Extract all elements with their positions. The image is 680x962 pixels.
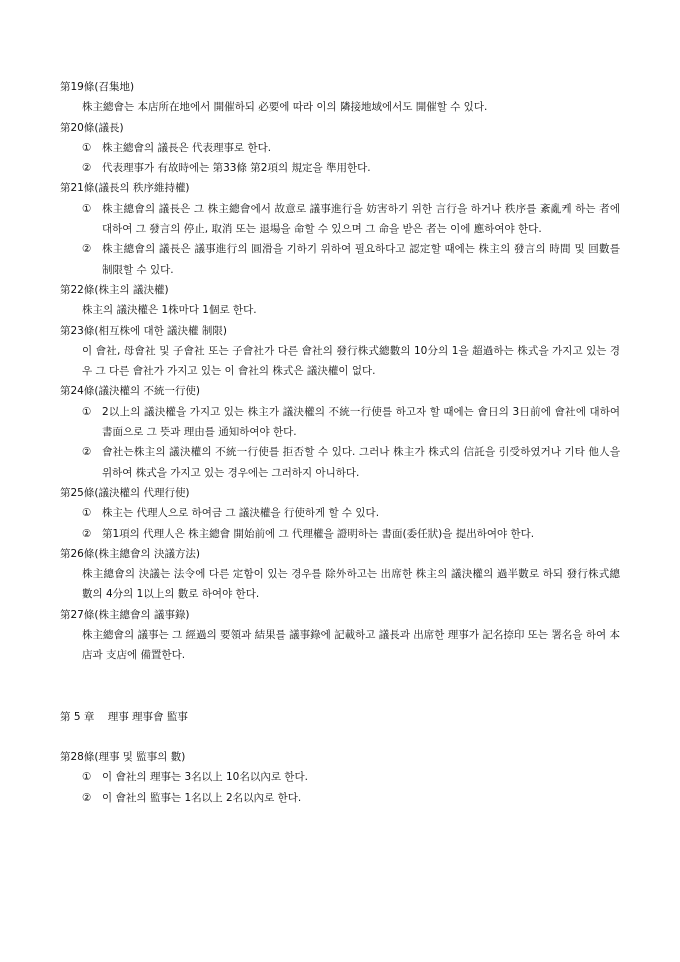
clause-item [60, 503, 620, 523]
article-paragraph: 株主總會는 本店所在地에서 開催하되 必要에 따라 이의 隣接地域에서도 開催할 수 있다. [82, 101, 488, 114]
clause-item [60, 138, 620, 158]
clause-text: 株主總會의 議長은 議事進行의 圓滑을 기하기 위하여 필요하다고 認定할 때에는 株主의 發言의 時間 및 回數를 制限할 수 있다. [102, 243, 620, 276]
clause-text: 會社는株主의 議決權의 不統一行使를 拒否할 수 있다. 그러나 株主가 株式의 信託을 引受하였거나 기타 他人을 위하여 株式을 가지고 있는 경우에는 그러하지 아니하다. [102, 446, 620, 479]
clause-text: 代表理事가 有故時에는 第33條 第2項의 規定을 準用한다. [102, 162, 371, 175]
clause-item [60, 239, 620, 280]
clause-item [60, 158, 620, 178]
clause-text: 이 會社의 理事는 3名以上 10名以內로 한다. [102, 771, 308, 784]
clause-number: ① [82, 202, 92, 215]
article-heading: 第27條(株主總會의 議事錄) [60, 608, 190, 621]
article-heading: 第26條(株主總會의 決議方法) [60, 547, 201, 560]
clause-number: ① [82, 405, 92, 418]
article-paragraph: 株主總會의 議事는 그 經過의 要領과 結果를 議事錄에 記載하고 議長과 出席한 理事가 記名捺印 또는 署名을 하여 本店과 支店에 備置한다. [82, 629, 620, 662]
article-heading: 第19條(召集地) [60, 81, 135, 93]
article-paragraph: 株主總會의 決議는 法令에 다른 定함이 있는 경우를 除外하고는 出席한 株主의 議決權의 過半數로 하되 發行株式總數의 4分의 1以上의 數로 하여야 한다. [82, 568, 620, 601]
article-heading: 第21條(議長의 秩序維持權) [60, 182, 190, 195]
article-heading: 第24條(議決權의 不統一行使) [60, 385, 201, 398]
clause-item [60, 402, 620, 443]
clause-number: ② [82, 791, 92, 804]
clause-number: ① [82, 507, 92, 520]
clause-item [60, 524, 620, 544]
article-paragraph: 株主의 議決權은 1株마다 1個로 한다. [82, 304, 257, 317]
document-page [60, 77, 620, 808]
clause-text: 株主總會의 議長은 그 株主總會에서 故意로 議事進行을 妨害하기 위한 言行을 하거나 秩序를 紊亂케 하는 者에 대하여 그 發言의 停止, 取消 또는 退場을 命할 수 있으며 그 命을 받은 者는 이에 應하여야 한다. [102, 202, 620, 236]
clause-text: 株主는 代理人으로 하여금 그 議決權을 行使하게 할 수 있다. [102, 507, 380, 520]
article-heading: 第22條(株主의 議決權) [60, 283, 169, 296]
clause-item [60, 788, 620, 808]
clause-item [60, 442, 620, 483]
article-heading: 第23條(相互株에 대한 議決權 制限) [60, 324, 227, 337]
clause-item [60, 199, 620, 240]
article-heading: 第20條(議長) [60, 121, 124, 134]
chapter-title: 第 5 章 理事 理事會 監事 [60, 710, 188, 723]
clause-item [60, 767, 620, 787]
clause-number: ② [82, 243, 92, 256]
clause-number: ① [82, 141, 92, 154]
clause-text: 株主總會의 議長은 代表理事로 한다. [102, 141, 272, 154]
clause-number: ① [82, 771, 92, 784]
clause-number: ② [82, 527, 92, 540]
clause-text: 第1項의 代理人은 株主總會 開始前에 그 代理權을 證明하는 書面(委任狀)을 提出하여야 한다. [102, 527, 535, 540]
clause-text: 이 會社의 監事는 1名以上 2名以內로 한다. [102, 791, 302, 804]
article-paragraph: 이 會社, 母會社 및 子會社 또는 子會社가 다른 會社의 發行株式總數의 10分의 1을 超過하는 株式을 가지고 있는 경우 그 다른 會社가 가지고 있는 이 會社의 株式은 議決權이 없다. [82, 344, 620, 378]
article-heading: 第25條(議決權의 代理行使) [60, 486, 190, 499]
clause-number: ② [82, 162, 92, 175]
clause-number: ② [82, 446, 92, 459]
article-heading: 第28條(理事 및 監事의 數) [60, 750, 186, 763]
clause-text: 2以上의 議決權을 가지고 있는 株主가 議決權의 不統一行使를 하고자 할 때에는 會日의 3日前에 會社에 대하여 書面으로 그 뜻과 理由를 通知하여야 한다. [102, 405, 620, 439]
